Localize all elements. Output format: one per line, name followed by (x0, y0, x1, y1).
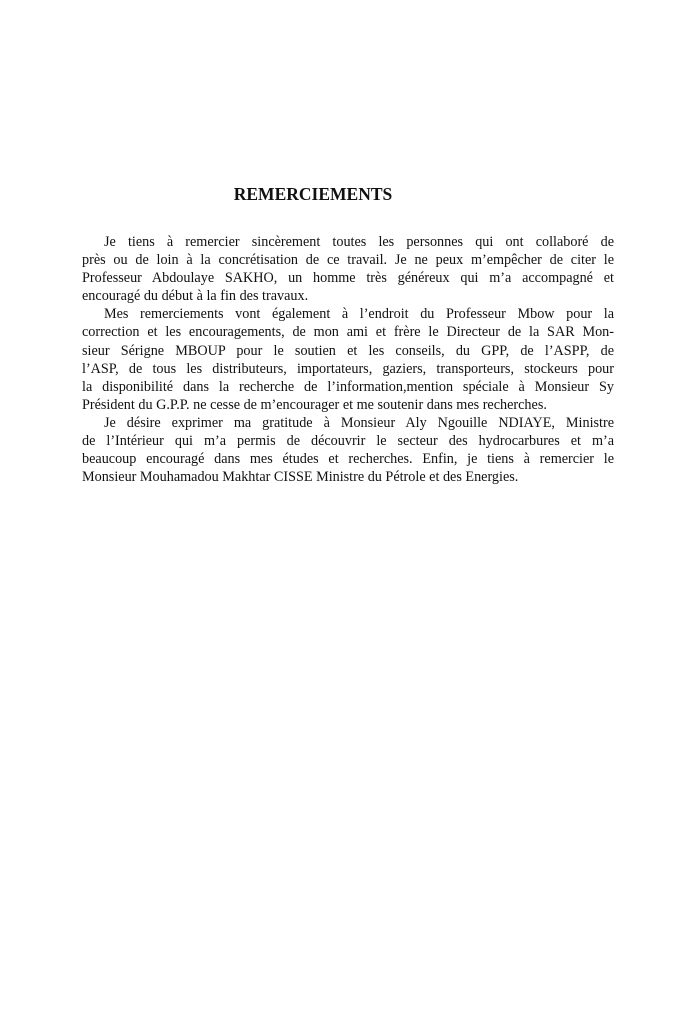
acknowledgements-body (82, 233, 614, 486)
paragraph-2-line: Président du G.P.P. ne cesse de m’encourager et me soutenir dans mes recherches. (82, 396, 547, 413)
paragraph-1-line: près ou de loin à la concrétisation de ce travail. Je ne peux m’empêcher de citer le (82, 252, 614, 269)
paragraph-2-line: Mes remerciements vont également à l’endroit du Professeur Mbow pour la (104, 306, 614, 323)
page-title: REMERCIEMENTS (233, 184, 393, 204)
paragraph-1-line: encouragé du début à la fin des travaux. (82, 288, 309, 305)
paragraph-2-line: sieur Sérigne MBOUP pour le soutien et les conseils, du GPP, de l’ASPP, de (82, 342, 614, 359)
paragraph-3-line: de l’Intérieur qui m’a permis de découvrir le secteur des hydrocarbures et m’a (82, 433, 614, 450)
paragraph-2-line: la disponibilité dans la recherche de l’information,mention spéciale à Monsieur Sy (82, 378, 614, 395)
paragraph-1-line: Professeur Abdoulaye SAKHO, un homme très généreux qui m’a accompagné et (82, 270, 614, 287)
paragraph-2-line: correction et les encouragements, de mon ami et frère le Directeur de la SAR Mon- (82, 324, 614, 341)
paragraph-3-line: beaucoup encouragé dans mes études et recherches. Enfin, je tiens à remercier le (82, 451, 614, 468)
paragraph-3-line: Je désire exprimer ma gratitude à Monsieur Aly Ngouille NDIAYE, Ministre (104, 414, 614, 431)
paragraph-1-line: Je tiens à remercier sincèrement toutes les personnes qui ont collaboré de (104, 234, 614, 250)
paragraph-3-line: Monsieur Mouhamadou Makhtar CISSE Ministre du Pétrole et des Energies. (82, 469, 519, 486)
paragraph-2-line: l’ASP, de tous les distributeurs, importateurs, gaziers, transporteurs, stockeurs pour (82, 360, 614, 377)
